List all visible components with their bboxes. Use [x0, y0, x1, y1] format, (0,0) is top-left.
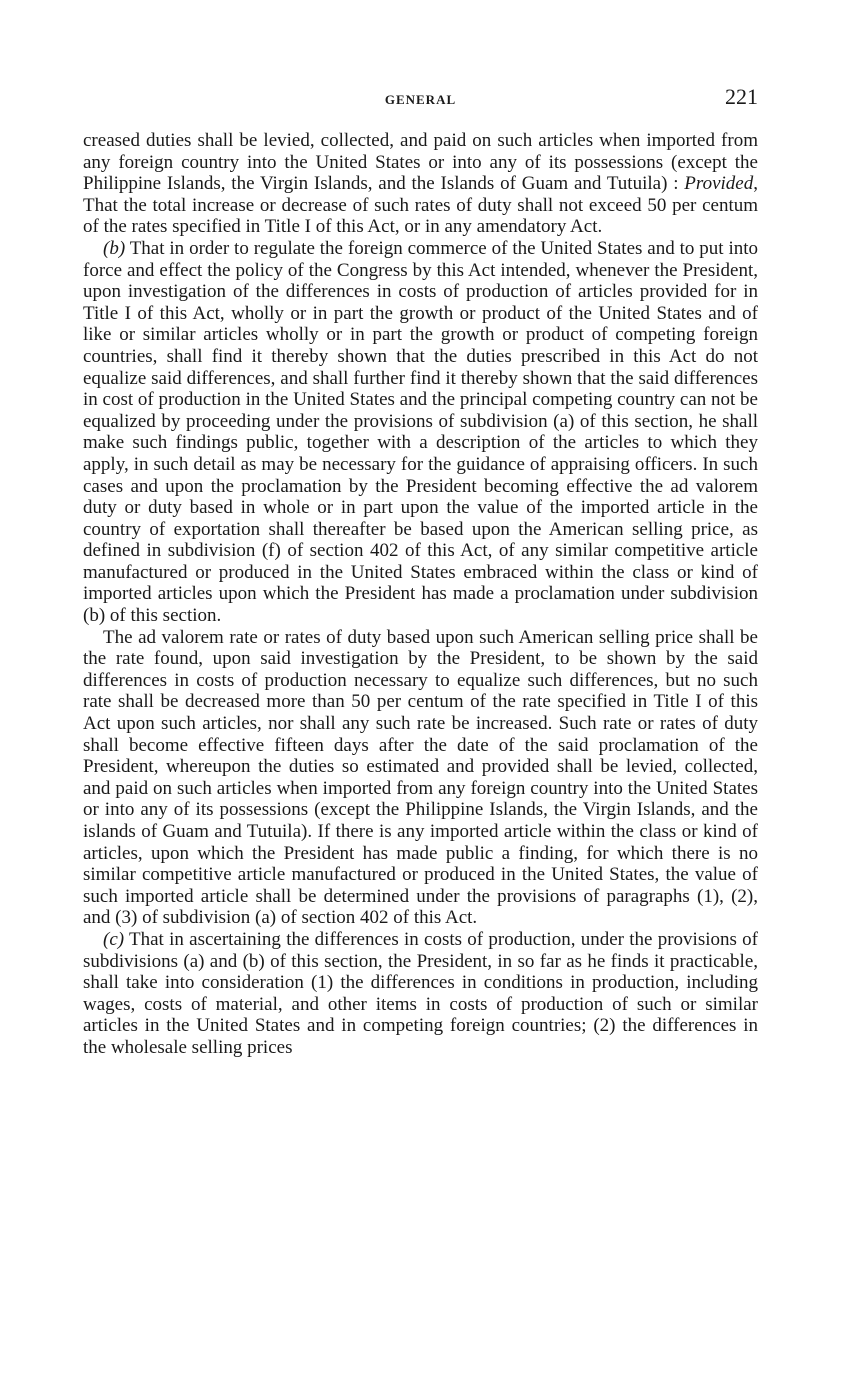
paragraph-ad-valorem [83, 627, 758, 929]
paragraph-subsection-c [83, 929, 758, 1059]
paragraph-text: creased duties shall be levied, collected, and paid on such articles when imported from any foreign country into the United States or into any of its possessions (except the Philippine Islands, the Virgin Islands, and the Islands of Guam and Tutuila) : [83, 130, 758, 195]
paragraph-text: , That the total increase or decrease of such rates of duty shall not exceed 50 per centum of the rates specified in Title I of this Act, or in any amendatory Act. [83, 173, 758, 238]
body-text [83, 130, 758, 1059]
paragraph-text: The ad valorem rate or rates of duty based upon such American selling price shall be the rate found, upon said investigation by the President, to be shown by the said differences in costs of production necessary to equalize such differences, but no such rate shall be decreased more than 50 per centum of the rate specified in Title I of this Act upon such articles, nor shall any such rate be increased. Such rate or rates of duty shall become effective fifteen days after the date of the said proclamation of the President, whereupon the duties so estimated and provided shall be levied, collected, and paid on such articles when imported from any foreign country into the United States or into any of its possessions (except the Philippine Islands, the Virgin Islands, and the islands of Guam and Tutuila). If there is any imported article within the class or kind of articles, upon which the President has made public a finding, for which there is no similar competitive article manufactured or produced in the United States, the value of such imported article shall be determined under the provisions of paragraphs (1), (2), and (3) of subdivision (a) of section 402 of this Act. [83, 626, 758, 929]
page-number: 221 [725, 84, 758, 109]
page-header [83, 84, 758, 116]
paragraph-text: That in ascertaining the differences in costs of production, under the provisions of subdivisions (a) and (b) of this section, the President, in so far as he finds it practicable, shall take into consideration (1) the differences in conditions in production, including wages, costs of material, and other items in costs of production of such or similar articles in the United States and in competing foreign countries; (2) the differences in the wholesale selling prices [83, 928, 758, 1058]
document-page [83, 84, 758, 1059]
running-head: GENERAL [384, 92, 457, 107]
paragraph-subsection-b [83, 238, 758, 627]
subsection-letter: (c) [103, 928, 125, 950]
provided-italic: Provided [684, 173, 754, 195]
subsection-letter: (b) [103, 237, 126, 259]
paragraph-continuation [83, 130, 758, 238]
paragraph-text: That in order to regulate the foreign commerce of the United States and to put into force and effect the policy of the Congress by this Act intended, whenever the President, upon investigation of the differences in costs of production of articles provided for in Title I of this Act, wholly or in part the growth or product of the United States and of like or similar articles wholly or in part the growth or product of competing foreign countries, shall find it thereby shown that the duties prescribed in this Act do not equalize said differences, and shall further find it thereby shown that the said differences in cost of production in the United States and the principal competing country can not be equalized by proceeding under the provisions of subdivision (a) of this section, he shall make such findings public, together with a description of the articles to which they apply, in such detail as may be necessary for the guidance of appraising officers. In such cases and upon the proclamation by the President becoming effective the ad valorem duty or duty based in whole or in part upon the value of the imported article in the country of exportation shall thereafter be based upon the American selling price, as defined in subdivision (f) of section 402 of this Act, of any similar competitive article manufactured or produced in the United States embraced within the class or kind of imported articles upon which the President has made a proclamation under subdivision (b) of this section. [83, 237, 758, 627]
